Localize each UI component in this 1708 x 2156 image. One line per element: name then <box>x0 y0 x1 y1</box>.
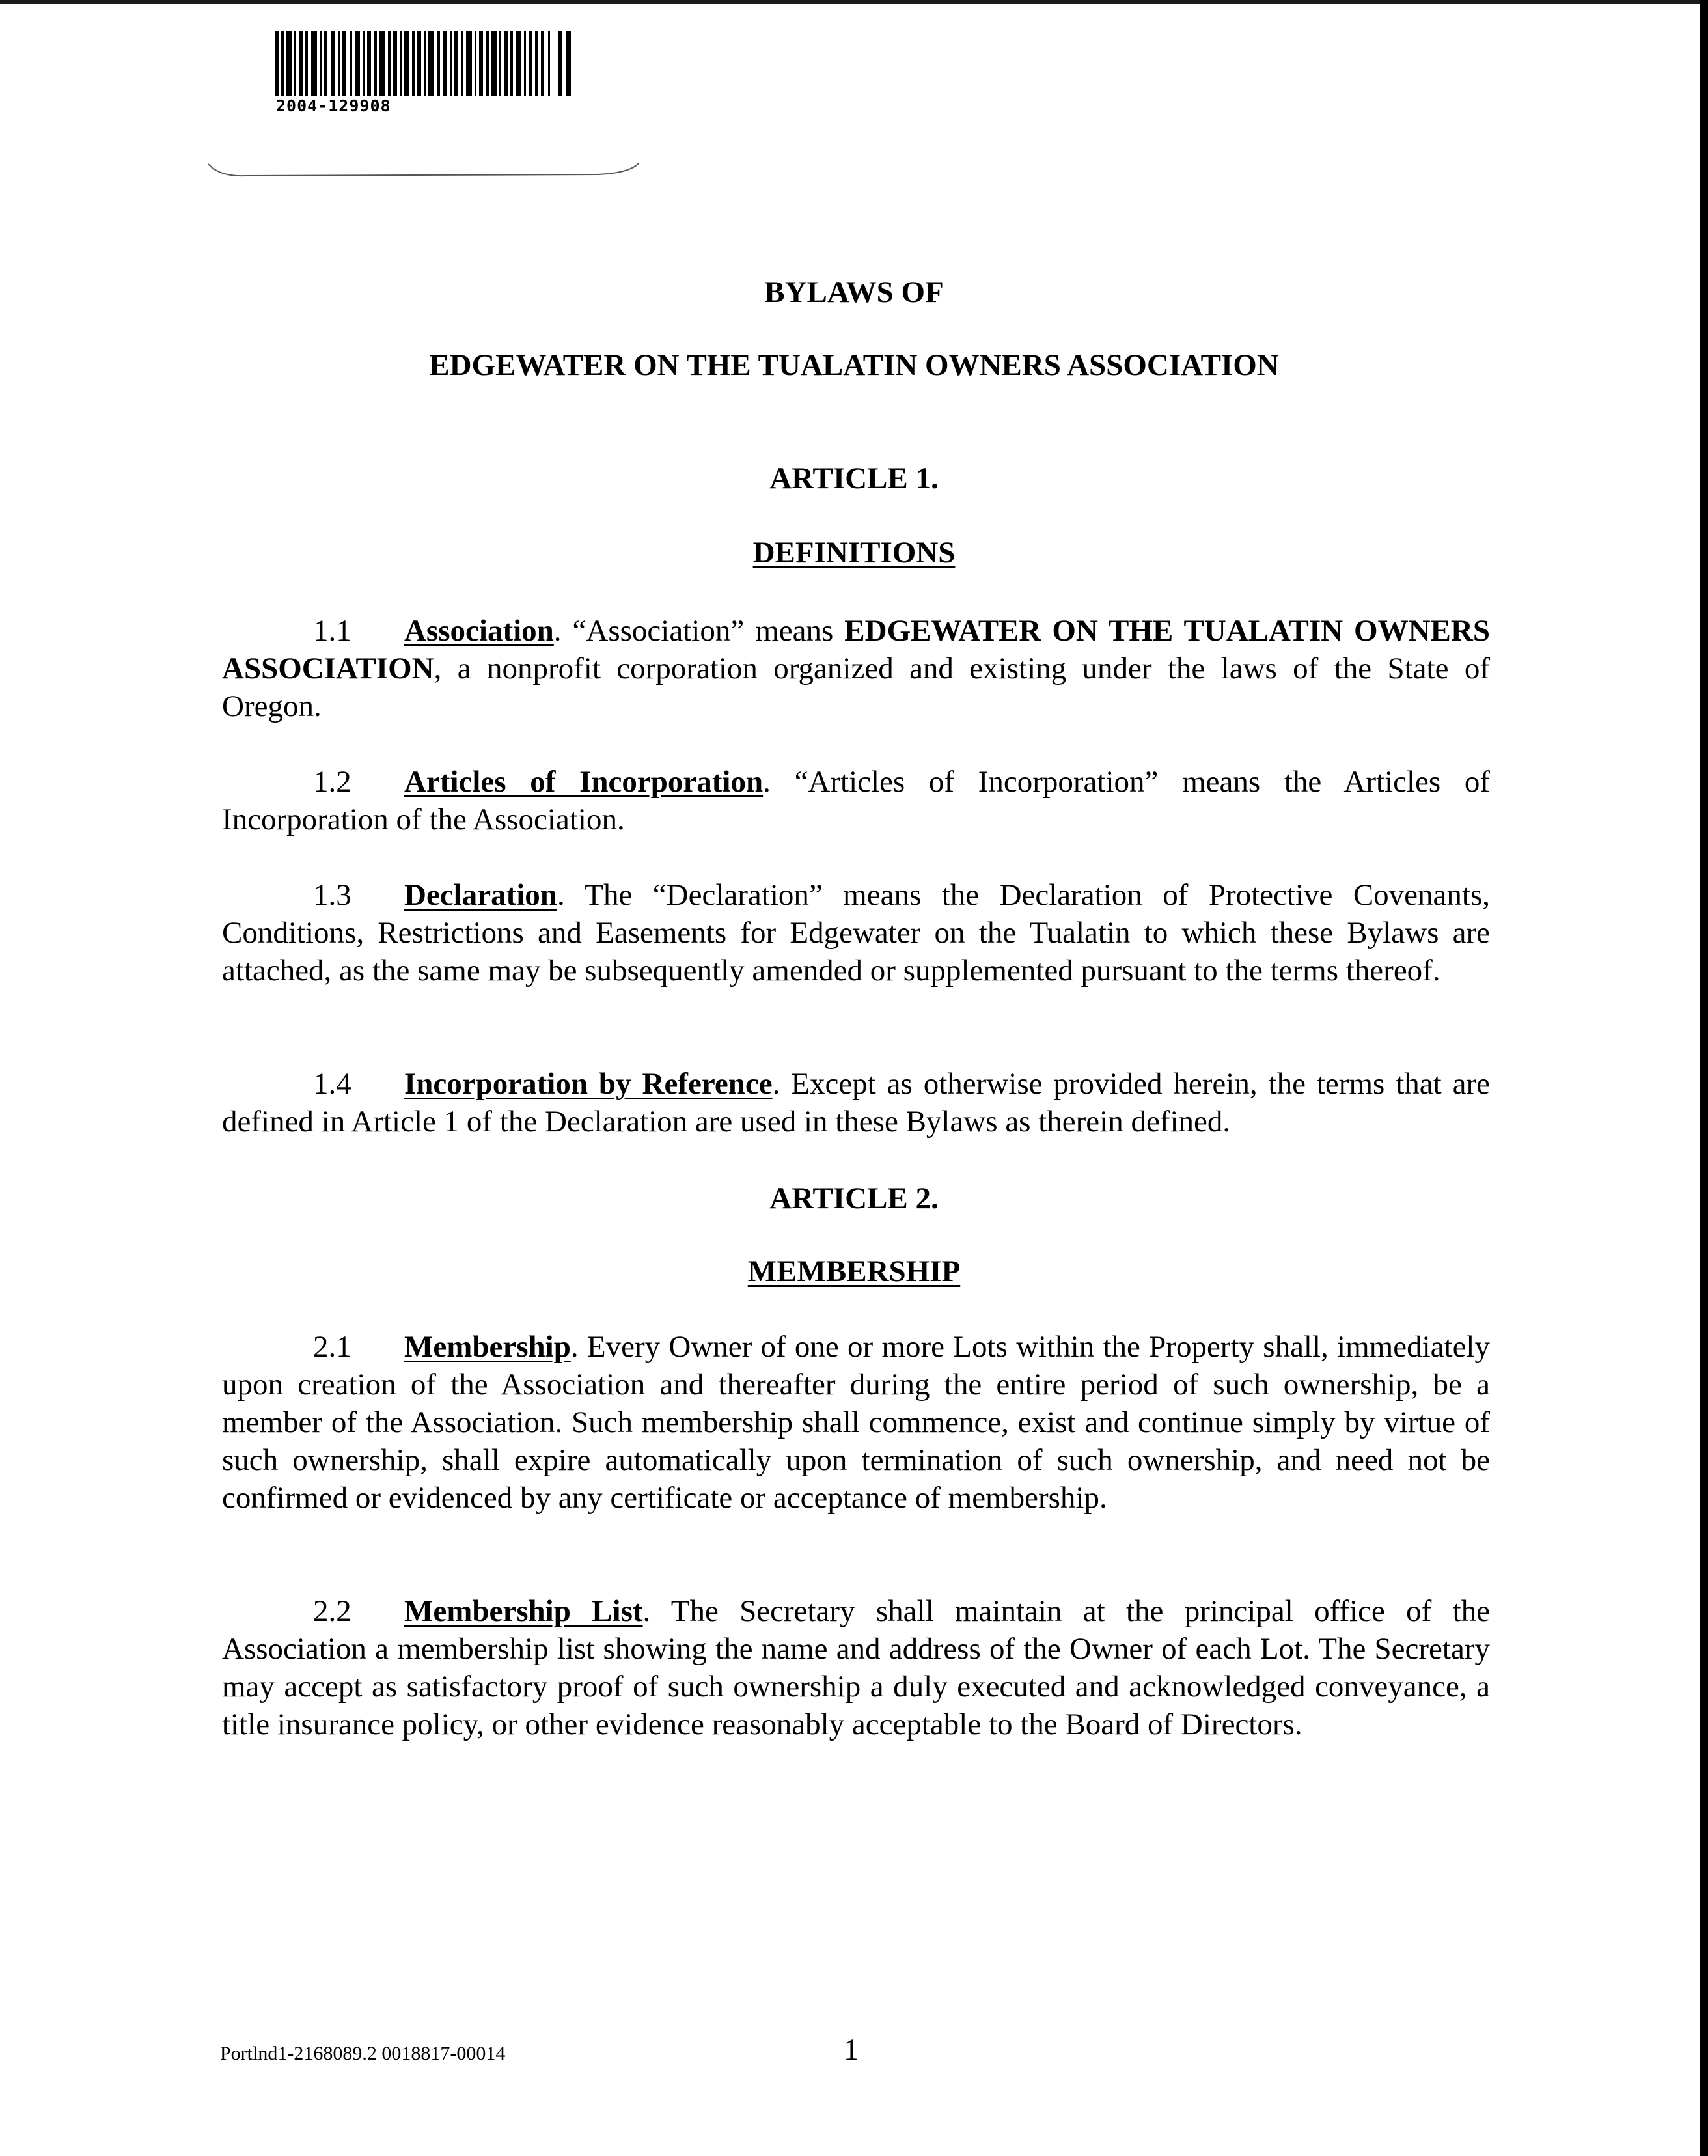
section-text-cont: , a nonprofit corporation organized and existing under the laws of the State of Oregon. <box>222 652 1490 723</box>
section-term: Incorporation by Reference <box>404 1067 773 1101</box>
section-text: The “Declaration” means the Declaration of Protective Covenants, Conditions, Restrictions and Easements for Edgewater on the Tualatin to which these Bylaws are attached, as the same may be subsequently amended or supplemented pursuant to the terms thereof. <box>222 878 1490 988</box>
barcode-number: 2004-129908 <box>276 96 391 115</box>
article-1-subheading <box>0 535 1708 570</box>
section-number: 2.2 <box>313 1594 351 1628</box>
section-text: The Secretary shall maintain at the principal office of the Association a membership list showing the name and address of the Owner of each Lot. The Secretary may accept as satisfactory proof of such ownership a duly executed and acknowledged conveyance, a title insurance policy, or other evidence reasonably acceptable to the Board of Directors. <box>222 1594 1490 1741</box>
section-2-1 <box>222 1328 1490 1517</box>
section-number: 1.3 <box>313 878 351 912</box>
section-2-2 <box>222 1592 1490 1743</box>
section-term: Declaration <box>404 878 557 912</box>
section-1-4 <box>222 1065 1490 1140</box>
scan-edge-top <box>0 0 1708 4</box>
scan-edge-right <box>1700 0 1708 2156</box>
footer-document-id: Portlnd1-2168089.2 0018817-00014 <box>220 2043 506 2064</box>
article-1-heading: ARTICLE 1. <box>769 462 939 495</box>
section-term: Membership <box>404 1330 571 1364</box>
section-term-punct: . <box>570 1330 579 1364</box>
section-term: Association <box>404 614 554 648</box>
stamp-line <box>207 160 640 186</box>
section-term-punct: . <box>642 1594 651 1628</box>
section-text: “Articles of Incorporation” means the Articles of Incorporation of the Association. <box>222 765 1490 836</box>
section-number: 1.2 <box>313 765 351 799</box>
section-term-punct: . <box>553 614 562 648</box>
document-title-line2: EDGEWATER ON THE TUALATIN OWNERS ASSOCIATION <box>429 348 1279 382</box>
article-2-heading: ARTICLE 2. <box>769 1182 939 1215</box>
article-2-subheading-text: MEMBERSHIP <box>747 1254 961 1288</box>
section-term-punct: . <box>557 878 565 912</box>
section-1-1 <box>222 612 1490 725</box>
article-1-subheading-text: DEFINITIONS <box>752 536 956 570</box>
page-number: 1 <box>844 2033 859 2067</box>
article-2-subheading <box>0 1254 1708 1289</box>
section-term: Membership List <box>404 1594 643 1628</box>
section-term: Articles of Incorporation <box>404 765 764 799</box>
section-bold-text: EDGEWATER ON THE TUALATIN OWNERS ASSOCIATION <box>222 614 1490 685</box>
section-term-punct: . <box>763 765 771 799</box>
barcode-image <box>275 31 572 96</box>
section-term-punct: . <box>772 1067 780 1101</box>
section-number: 1.4 <box>313 1067 351 1101</box>
section-1-3 <box>222 876 1490 989</box>
section-1-2 <box>222 763 1490 838</box>
section-number: 2.1 <box>313 1330 351 1364</box>
section-number: 1.1 <box>313 614 351 648</box>
section-text: Except as otherwise provided herein, the terms that are defined in Article 1 of the Declaration are used in these Bylaws as therein defined. <box>222 1067 1491 1139</box>
section-text: Every Owner of one or more Lots within the Property shall, immediately upon creation of the Association and thereafter during the entire period of such ownership, be a member of the Association. Such membership shall commence, exist and continue simply by virtue of such ownership, shall expire automatically upon termination of such ownership, and need not be confirmed or evidenced by any certificate or acceptance of membership. <box>222 1330 1490 1515</box>
document-title-line1: BYLAWS OF <box>764 275 944 309</box>
section-text: “Association” means <box>561 614 845 648</box>
